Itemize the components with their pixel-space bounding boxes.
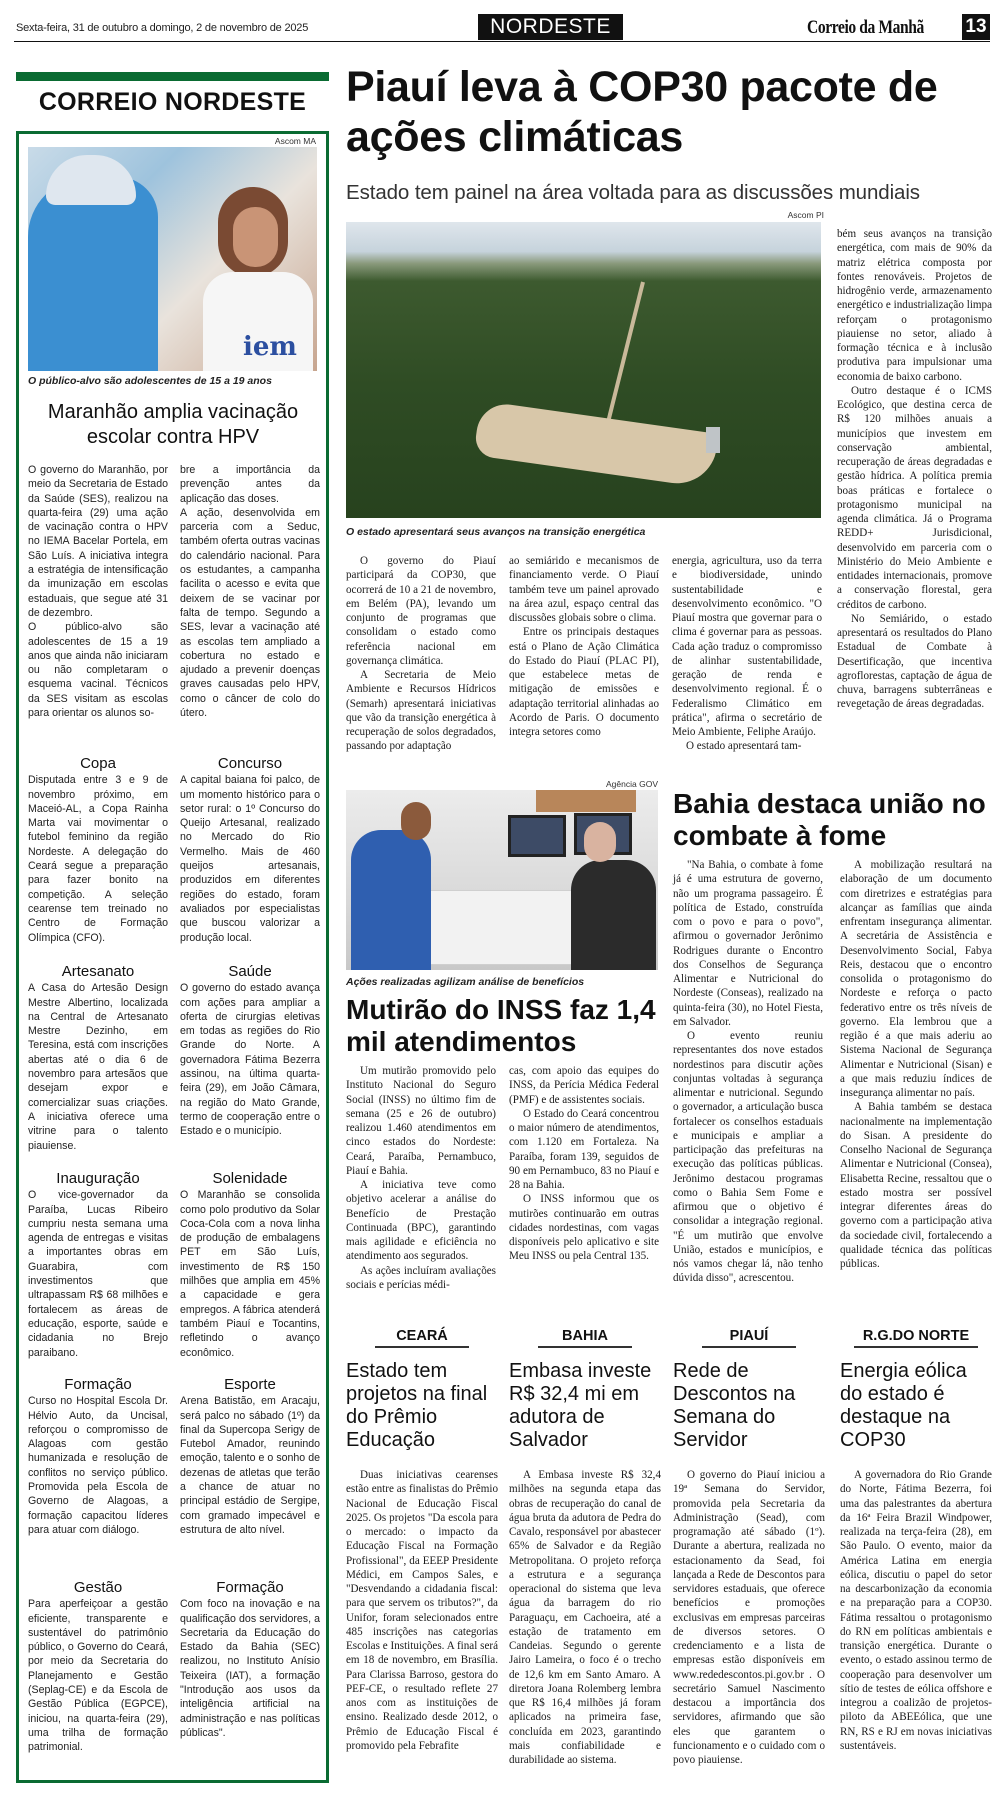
- aerial-forest-photo: [346, 222, 821, 518]
- photo-head: [401, 802, 431, 840]
- paragraph: O INSS informou que os mutirões continuarão em outras cidades nordestinas, com vagas disponíveis pelo aplicativo e site Meu INSS ou pela Central 135.: [509, 1193, 659, 1263]
- paragraph: O público-alvo são adolescentes de 15 a 19 anos que ainda não iniciaram ou não completaram o esquema vacinal. Técnicos da SES visitam as escolas para orientar os alunos so-: [28, 621, 168, 720]
- state-brief-piaui: [673, 1328, 825, 1767]
- photo-caption: O estado apresentará seus avanços na transição energética: [346, 526, 646, 538]
- brief-concurso: [180, 757, 320, 945]
- state-brief-body: [509, 1468, 661, 1767]
- issue-date: Sexta-feira, 31 de outubro a domingo, 2 de novembro de 2025: [16, 22, 309, 34]
- paragraph: bre a importância da prevenção antes da aplicação das doses.: [180, 464, 320, 505]
- brief-formacao-alagoas: [28, 1378, 168, 1537]
- paragraph: Outro destaque é o ICMS Ecológico, que destina cerca de R$ 120 milhões anuais a municípios que investem em conservação ambiental, recuperação de áreas degradadas e gestão hídrica. A política premia boas práticas e fortalece o protagonismo municipal na agenda climática. Já o Programa REDD+ Jurisdicional, desenvolvido em parceria com o Ministério do Meio Ambiente e entidades internacionais, promove a conservação florestal, gera créditos de carbono.: [837, 384, 992, 611]
- brief-text: Curso no Hospital Escola Dr. Hélvio Auto, da Uncisal, reforçou o compromisso de Alagoas com gestão humanizada e resolução de conflitos no serviço público. Promovida pela Escola de Governo de Alagoas, a formação capacitou líderes para atuar com diálogo.: [28, 1395, 168, 1536]
- paragraph: O governo do Piauí iniciou a 19ª Semana do Servidor, promovida pela Secretaria da Administração (Sead), com programação até sábado (1º). Durante a abertura, realizada no estacionamento da Sead, foi lançada a Rede de Descontos para servidores estaduais, que oferece benefícios e promoções exclusivas em empresas parceiras de diversos setores. O credenciamento e a lista de empresas estão disponíveis em www.rededescontos.pi.gov.br . O secretário Samuel Nascimento destacou a importância dos servidores, afirmando que são eles que garantem o funcionamento e o cuidado com o povo piauiense.: [673, 1469, 825, 1766]
- photo-credit: Agência GOV: [606, 779, 658, 789]
- sidebar-headline: Maranhão amplia vacinação escolar contra HPV: [47, 401, 299, 448]
- brief-solenidade: [180, 1172, 320, 1360]
- paragraph: A ação, desenvolvida em parceria com a Seduc, também oferta outras vacinas do calendário nacional. Para os estudantes, a campanha facilita o acesso e evita que deixem de se vacinar por falta de tempo. Segundo a SES, levar a vacinação até as escolas tem ampliado a cobertura no estado e ajudado a prevenir doenças graves causadas pelo HPV, como o câncer de colo do útero.: [180, 506, 320, 720]
- brief-text: Com foco na inovação e na qualificação dos servidores, a Secretaria da Educação do Estado da Bahia (SEC) realizou, no Instituto Anísio Teixeira (IAT), a formação "Introdução aos usos da inteligência artificial na administração e nas políticas públicas".: [180, 1598, 320, 1739]
- state-brief-body: [840, 1468, 992, 1753]
- paragraph: energia, agricultura, uso da terra e biodiversidade, unindo sustentabilidade e desenvolvimento econômico. "O Piauí mostra que governar para o clima é governar para as pessoas. Cada ação traduz o compromisso de alinhar sustentabilidade, geração de renda e desenvolvimento regional. É o Federalismo Climático em prática", afirma o secretário de Meio Ambiente, Feliphe Araújo.: [672, 555, 822, 738]
- main-headline: Piauí leva à COP30 pacote de ações climáticas: [346, 63, 938, 161]
- state-brief-body: [673, 1468, 825, 1767]
- brief-inauguracao: [28, 1172, 168, 1360]
- article-column: [837, 227, 992, 712]
- photo-man-dark-shirt: [571, 860, 656, 970]
- paragraph: A governadora do Rio Grande do Norte, Fátima Bezerra, foi uma das palestrantes da abertura da 16ª Feira Brazil Windpower, realizada na terça-feira (28), em São Paulo. O evento, maior da América Latina em energia eólica, discutiu o papel do setor na descarbonização da economia e na preparação para a COP30. Fátima ressaltou o protagonismo do RN em políticas ambientais e transição energética. Durante o evento, o estado assinou termo de cooperação para desenvolver um sítio de testes de eólica offshore e integrou a coalizão de projetos-piloto da ABEEólica, que une RN, RS e RJ em novas iniciativas sustentáveis.: [840, 1469, 992, 1752]
- sidebar-lead-article: [28, 463, 320, 720]
- paragraph: cas, com apoio das equipes do INSS, da Perícia Médica Federal (PMF) e de assistentes sociais.: [509, 1065, 659, 1106]
- paragraph: A Embasa investe R$ 32,4 milhões na segunda etapa das obras de recuperação do canal de água bruta da adutora de Pedra do Cavalo, responsável por abastecer 65% de Salvador e da Região Metropolitana. O projeto reforça a estrutura e a segurança operacional do sistema que leva água da barragem do rio Paraguaçu, em Cachoeira, até a estação de tratamento em Candeias. Segundo o gerente Jairo Lameira, o foco é o trecho de 12,6 km em Santo Amaro. A diretora Joana Rolemberg lembra que R$ 16,4 milhões já foram aplicados na primeira fase, concluída em 2023, garantindo mais confiabilidade e durabilidade ao sistema.: [509, 1469, 661, 1766]
- brief-title: Saúde: [228, 963, 272, 980]
- paragraph: Duas iniciativas cearenses estão entre as finalistas do Prêmio Nacional de Educação Fiscal 2025. Os projetos "Da escola para o mercado: o impacto da Educação Fiscal na Formação Profissional", da EEEP Presidente Médici, em Campos Sales, e "Desvendando a cidadania fiscal: para que servem os tributos?", da Unifor, foram selecionados entre 485 inscrições nas categorias Escolas e Instituições. A final será em 18 de novembro, em Brasília. Para Clarissa Barroso, gestora do PEF-CE, o resultado reflete 27 anos com as instituições de ensino. Realizado desde 2012, o Prêmio de Educação Fiscal é promovido pela Febrafite: [346, 1469, 498, 1752]
- photo-caption: O público-alvo são adolescentes de 15 a 19 anos: [28, 375, 272, 387]
- paragraph: A Bahia também se destaca nacionalmente na implementação do Sisan. A presidente do Conselho Nacional de Segurança Alimentar e Nutricional (Consea), Elisabetta Recine, ressaltou que o estado mostra ser possível integrar diferentes áreas do governo com a participação ativa da sociedade civil, fortalecendo a qualidade técnica das políticas públicas.: [840, 1101, 992, 1270]
- paragraph: A iniciativa teve como objetivo acelerar a análise do Benefício de Prestação Continuada (BPC), garantindo mais agilidade e eficiência no atendimento aos segurados.: [346, 1179, 496, 1263]
- vaccination-photo: [28, 147, 317, 371]
- bahia-headline: Bahia destaca união no combate à fome: [673, 788, 986, 851]
- state-label: CEARÁ: [375, 1328, 469, 1348]
- photo-credit: Ascom MA: [274, 136, 316, 146]
- brief-row-1: [28, 757, 320, 945]
- lead-column-2: [180, 463, 320, 720]
- paragraph: Um mutirão promovido pelo Instituto Nacional do Seguro Social (INSS) no último fim de semana (25 e 26 de outubro) realizou 1.460 atendimentos em cinco estados do Nordeste: Ceará, Paraíba, Pernambuco, Piauí e Bahia.: [346, 1065, 496, 1177]
- brief-saude: [180, 965, 320, 1153]
- paragraph: Entre os principais destaques está o Plano de Ação Climática do Estado do Piauí (PLAC PI), que estabelece metas de mitigação de emissões e adaptação territorial alinhadas ao Acordo de Paris. O documento integra setores como: [509, 626, 659, 738]
- photo-monitor: [508, 815, 566, 857]
- paragraph: "Na Bahia, o combate à fome já é uma estrutura de governo, não um programa passageiro. É política de Estado, construída com o povo e para o povo", afirmou o governador Jerônimo Rodrigues durante o Encontro dos Conselhos de Segurança Alimentar e Nutricional do Nordeste (Conseas), realizado na quinta-feira (30), no Hotel Fiesta, em Salvador.: [673, 859, 823, 1028]
- brief-copa: [28, 757, 168, 945]
- state-brief-rn: [840, 1328, 992, 1753]
- brief-text: O Maranhão se consolida como polo produtivo da Solar Coca-Cola com a nova linha de produção de embalagens PET em São Luís, investimento de R$ 150 milhões que amplia em 45% a capacidade e gera empregos. A fábrica atenderá também Piauí e Tocantins, refletindo o avanço econômico.: [180, 1189, 320, 1359]
- state-label: PIAUÍ: [702, 1328, 796, 1348]
- paragraph: No Semiárido, o estado apresentará os resultados do Plano Estadual de Combate à Desertificação, que incentiva agroflorestas, captação de água de chuva, barragens subterrâneas e revegetação de áreas degradadas.: [837, 612, 992, 711]
- brief-text: Para aperfeiçoar a gestão eficiente, transparente e sustentável do patrimônio público, o Governo do Ceará, por meio da Secretaria do Planejamento e Gestão (Seplag-CE) e da Escola de Gestão Pública (EGPCE), iniciou, na quarta-feira (29), uma trilha de formação patrimonial.: [28, 1598, 168, 1754]
- main-subheadline: Estado tem painel na área voltada para as discussões mundiais: [346, 181, 920, 204]
- state-label: R.G.DO NORTE: [854, 1328, 979, 1348]
- photo-clearing: [473, 401, 718, 489]
- state-brief-headline: Rede de Descontos na Semana do Servidor: [673, 1360, 796, 1451]
- newspaper-logo: Correio da Manhã: [807, 17, 924, 38]
- brief-title: Esporte: [224, 1376, 276, 1393]
- brief-title: Copa: [80, 755, 116, 772]
- state-brief-headline: Embasa investe R$ 32,4 mi em adutora de Salvador: [509, 1360, 652, 1451]
- brief-text: A capital baiana foi palco, de um momento histórico para o setor rural: o 1º Concurso do Queijo Artesanal, realizado no Mercado do Rio Vermelho. Mais de 460 queijos artesanais, produzidos em diferentes regiões do estado, foram avaliados por especialistas que buscou valorizar a produção local.: [180, 774, 320, 944]
- photo-dirt-road: [605, 282, 645, 429]
- paragraph: As ações incluíram avaliações sociais e perícias médi-: [346, 1264, 496, 1291]
- paragraph: O Estado do Ceará concentrou o maior número de atendimentos, com 1.120 em Fortaleza. Na Paraíba, foram 139, seguidos de 90 em Pernambuco, 83 no Piauí e 28 na Bahia.: [509, 1107, 659, 1191]
- article-column: [673, 858, 823, 1286]
- article-column: [346, 554, 496, 754]
- brief-text: O vice-governador da Paraíba, Lucas Ribeiro cumpriu nesta semana uma agenda de entregas e visitas a importantes obras em Guarabira, com investimentos que ultrapassam R$ 68 milhões e fortalecem as áreas de educação, esporte, saúde e cidadania no Brejo paraibano.: [28, 1189, 168, 1359]
- brief-artesanato: [28, 965, 168, 1153]
- state-brief-ceara: [346, 1328, 498, 1753]
- photo-nurse-cap: [46, 155, 136, 205]
- lead-column-1: [28, 463, 168, 720]
- inss-headline: Mutirão do INSS faz 1,4 mil atendimentos: [346, 994, 656, 1057]
- paragraph: A mobilização resultará na elaboração de um documento com diretrizes e estratégias para alcançar as famílias que ainda enfrentam insegurança alimentar. A secretária de Assistência e Desenvolvimento Social, Fabya Reis, destacou que o encontro consolida o protagonismo do Nordeste e reforça o pacto federativo entre os três níveis de governo. Ela lembrou que a região é a que mais aderiu ao Sistema Nacional de Segurança Alimentar e Nutricional (Sisan) e a que mais reduziu índices de insegurança alimentar no país.: [840, 859, 992, 1099]
- brief-title: Concurso: [217, 755, 283, 772]
- article-column: [672, 554, 822, 754]
- photo-caption: Ações realizadas agilizam análise de benefícios: [346, 976, 585, 988]
- state-brief-headline: Estado tem projetos na final do Prêmio Educação: [346, 1360, 488, 1451]
- state-label: BAHIA: [538, 1328, 632, 1348]
- photo-student-face: [233, 207, 278, 267]
- photo-desk: [421, 890, 581, 965]
- paragraph: A Secretaria de Meio Ambiente e Recursos Hídricos (Semarh) apresentará iniciativas que vão da transição energética à recuperação de solos degradados, passando por adaptação: [346, 669, 496, 753]
- brief-title: Formação: [64, 1376, 132, 1393]
- paragraph: bém seus avanços na transição energética, com mais de 90% da matriz elétrica composta por fontes renováveis. Projetos de hidrogênio verde, armazenamento energético e industrialização limpa reforçam o protagonismo piauiense no setor, aliado à formação técnica e à inclusão produtiva para impulsionar uma economia de baixo carbono.: [837, 228, 992, 383]
- brief-title: Artesanato: [61, 963, 135, 980]
- photo-nurse-figure: [28, 177, 158, 371]
- masthead: [14, 14, 990, 42]
- paragraph: ao semiárido e mecanismos de financiamento verde. O Piauí também teve um painel aprovado na área azul, espaço central das discussões globais sobre o clima.: [509, 555, 659, 624]
- photo-tower: [706, 427, 720, 453]
- brief-title: Gestão: [73, 1579, 123, 1596]
- sidebar-accent-bar: [16, 72, 329, 81]
- paragraph: O governo do Piauí participará da COP30, que ocorrerá de 10 a 21 de novembro, em Belém (PA), levando um conjunto de programas que consolidam o estado como referência nacional em governança climática.: [346, 555, 496, 667]
- brief-title: Inauguração: [56, 1170, 140, 1187]
- brief-title: Formação: [216, 1579, 284, 1596]
- brief-esporte: [180, 1378, 320, 1537]
- paragraph: O evento reuniu representantes dos nove estados nordestinos para discutir ações conjuntas voltadas à segurança alimentar e nutricional. Segundo o governador, a articulação busca fortalecer os conselhos estaduais e municipais e ampliar a participação das prefeituras na execução das políticas públicas. Jerônimo destacou programas como o Bahia Sem Fome e afirmou que o objetivo é consolidar a integração regional. "É um mutirão que envolve União, estados e municípios, e nós vamos chegar lá, não tenho dúvida disso", acrescentou.: [673, 1030, 823, 1285]
- article-column: [840, 858, 992, 1271]
- brief-row-3: [28, 1172, 320, 1360]
- brief-gestao: [28, 1581, 168, 1755]
- brief-title: Solenidade: [212, 1170, 288, 1187]
- brief-row-2: [28, 965, 320, 1153]
- brief-text: Disputada entre 3 e 9 de novembro próximo, em Maceió-AL, a Copa Rainha Marta vai movimentar o futebol feminino da região Nordeste. A delegação do Ceará segue a preparação para fazer bonito na competição. A seleção cearense tem treinado no Centro de Formação Olímpica (CFO).: [28, 774, 168, 944]
- state-brief-headline: Energia eólica do estado é destaque na COP30: [840, 1360, 967, 1451]
- state-brief-body: [346, 1468, 498, 1753]
- photo-cabinet: [536, 790, 636, 812]
- brief-row-4: [28, 1378, 320, 1537]
- sidebar-title: CORREIO NORDESTE: [38, 88, 307, 116]
- photo-head: [584, 822, 616, 862]
- brief-text: A Casa do Artesão Design Mestre Albertino, localizada na Central de Artesanato Mestre Dezinho, em Teresina, está com inscrições abertas até o dia 6 de novembro para artesãos que desejam expor e comercializar suas criações. A iniciativa oferece uma vitrine para o talento piauiense.: [28, 982, 168, 1152]
- brief-formacao-bahia: [180, 1581, 320, 1755]
- photo-shirt-logo: iem: [243, 332, 297, 362]
- photo-credit: Ascom PI: [787, 210, 824, 220]
- article-column: [509, 554, 659, 739]
- article-column: [509, 1064, 659, 1264]
- paragraph: O estado apresentará tam-: [686, 740, 802, 753]
- photo-man-blue-shirt: [351, 830, 431, 970]
- brief-text: O governo do estado avança com ações para ampliar a oferta de cirurgias eletivas em todas as regiões do Rio Grande do Norte. A governadora Fátima Bezerra assinou, na última quarta-feira (29), em João Câmara, na região do Mato Grande, termo de cooperação entre o Estado e o município.: [180, 982, 320, 1138]
- state-brief-bahia: [509, 1328, 661, 1767]
- paragraph: O governo do Maranhão, por meio da Secretaria de Estado da Saúde (SES), realizou na quarta-feira (29) uma ação de vacinação contra o HPV no IEMA Bacelar Portela, em São Luís. A iniciativa integra a estratégia de intensificação da imunização em escolas estaduais, que segue até 31 de dezembro.: [28, 464, 168, 619]
- article-column: [346, 1064, 496, 1292]
- brief-text: Arena Batistão, em Aracaju, será palco no sábado (1º) da final da Supercopa Serigy de Futebol Amador, reunindo emoção, talento e o sonho de dezenas de atletas que terão a chance de atuar no principal estádio de Sergipe, com gramado impecável e estrutura de alto nível.: [180, 1395, 320, 1536]
- section-label: NORDESTE: [478, 14, 623, 40]
- page-number: 13: [962, 14, 990, 40]
- brief-row-5: [28, 1581, 320, 1755]
- inss-office-photo: [346, 790, 658, 970]
